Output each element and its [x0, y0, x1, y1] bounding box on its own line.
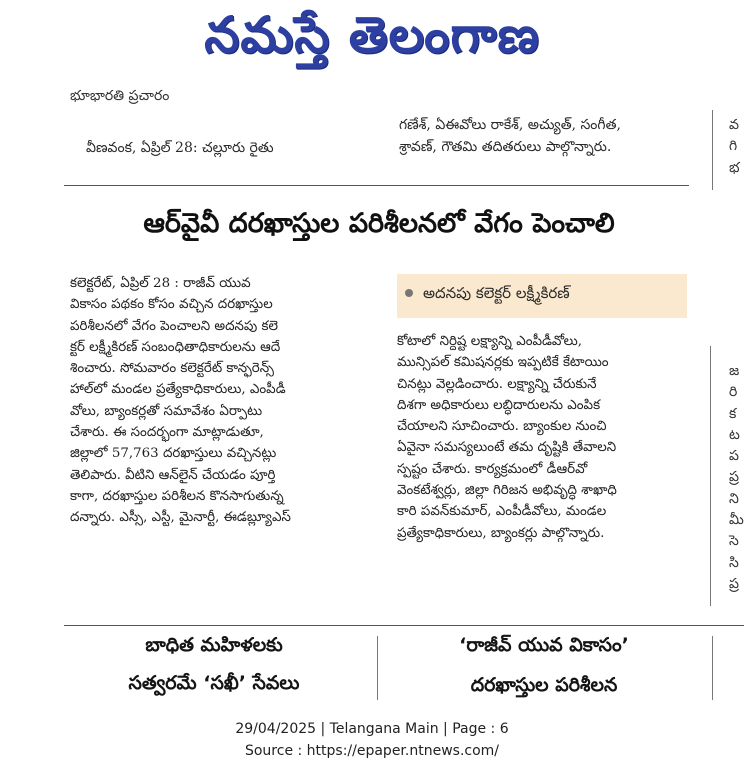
text-line: కోటాలో నిర్దిష్ట లక్ష్యాన్ని ఎంపీడీవోలు,	[397, 334, 582, 349]
article-headline: ఆర్‌వైవీ దరఖాస్తుల పరిశీలనలో వేగం పెంచాలి	[143, 208, 615, 239]
top-middle-text	[399, 115, 621, 159]
divider-rule	[64, 185, 689, 186]
edge-char: జ	[729, 363, 740, 379]
text-line: తెలిపారు. వీటిని ఆన్‌లైన్ చేయడం పూర్తి	[70, 467, 276, 483]
masthead	[0, 0, 744, 72]
text-line: ప్రత్యేకాధికారులు, బ్యాంకర్లు పాల్గొన్నారు.	[397, 525, 605, 541]
bullet-icon	[405, 289, 413, 297]
bottom-headline-right-1: ‘రాజీవ్ యువ వికాసం’	[459, 634, 629, 656]
edge-char: గి	[729, 138, 738, 155]
highlight-text: అదనపు కలెక్టర్ లక్ష్మీకిరణ్	[423, 284, 570, 302]
edge-char: ని	[729, 490, 739, 507]
text-line: శించారు. సోమవారం కలెక్టరేట్ కాన్ఫరెన్స్	[70, 361, 274, 377]
text-line: క్టర్ లక్ష్మీకిరణ్ సంబంధితాధికారులను ఆదే	[70, 339, 281, 355]
bottom-headline-right-2: దరఖాస్తుల పరిశీలన	[470, 674, 618, 696]
text-line: మున్సిపల్ కమిషనర్లకు ఇప్పటికే కేటాయిం	[397, 355, 609, 371]
text-line: దిశగా అధికారులు లబ్ధిదారులను ఎంపిక	[397, 397, 601, 413]
edge-char: సె	[729, 533, 739, 550]
text-line: శ్రావణ్, గౌతమి తదితరులు పాల్గొన్నారు.	[399, 139, 612, 155]
column-rule	[710, 346, 711, 606]
column-rule	[712, 636, 713, 700]
cut-off-headline: భూభారతి ప్రచారం	[70, 88, 170, 104]
text-line: జిల్లాలో 57,763 దరఖాస్తులు వచ్చినట్లు	[70, 446, 277, 462]
text-line: కారి పవన్‌కుమార్, ఎంపీడీవోలు, మండల	[397, 504, 607, 520]
text-line: గణేశ్, ఏఈవోలు రాకేశ్, అచ్యుత్, సంగీత,	[399, 117, 621, 133]
text-line: వెంకటేశ్వర్లు, జిల్లా గిరిజన అభివృద్ధి శాఖాధి	[397, 483, 617, 499]
text-line: కాగా, దరఖాస్తుల పరిశీలన కొనసాగుతున్న	[70, 488, 284, 504]
divider-rule	[64, 625, 744, 626]
text-line: స్పష్టం చేశారు. కార్యక్రమంలో డీఆర్‌వో	[397, 461, 588, 477]
text-line: కలెక్టరేట్, ఏప్రిల్ 28 : రాజీవ్ యువ	[70, 276, 251, 291]
edge-char: ప్ర	[729, 469, 739, 486]
footer-date-line: 29/04/2025 | Telangana Main | Page : 6	[235, 721, 509, 737]
text-line: చేయాలని సూచించారు. బ్యాంకుల నుంచి	[397, 419, 607, 435]
epaper-footer	[0, 718, 744, 762]
edge-char: రి	[729, 384, 738, 401]
edge-char: ట	[729, 426, 740, 443]
edge-char: క	[729, 405, 737, 422]
top-right-edge	[729, 115, 740, 179]
newspaper-clip	[64, 84, 744, 700]
text-line: వికాసం పథకం కోసం వచ్చిన దరఖాస్తుల	[70, 297, 273, 313]
edge-char: మీ	[729, 512, 744, 529]
newspaper-logo: నమస్తే తెలంగాణ	[204, 6, 540, 64]
edge-char: సి	[729, 554, 739, 571]
column-rule	[712, 110, 713, 190]
column-rule	[377, 636, 378, 700]
edge-char: ప్ర	[729, 575, 739, 592]
text-line: వోలు, బ్యాంకర్లతో సమావేశం ఏర్పాటు	[70, 403, 263, 419]
edge-char: భ	[729, 159, 740, 176]
bottom-headline-left-2: సత్వరమే ‘సఖీ’ సేవలు	[128, 672, 300, 694]
bottom-headline-left-1: బాధిత మహిళలకు	[145, 634, 283, 656]
text-line: చేశారు. ఈ సందర్భంగా మాట్లాడుతూ,	[70, 425, 264, 441]
text-line: పరిశీలనలో వేగం పెంచాలని అదనపు కలె	[70, 318, 279, 334]
article-column-left	[70, 273, 365, 529]
edge-char: వ	[729, 117, 739, 133]
edge-char: ప	[729, 448, 739, 465]
footer-source-link[interactable]: Source : https://epaper.ntnews.com/	[244, 743, 500, 759]
highlight-box	[397, 274, 687, 318]
right-edge-column	[729, 361, 744, 595]
article-column-right	[397, 331, 692, 544]
text-line: చినట్లు వెల్లడించారు. లక్ష్యాన్ని చేరుకునే	[397, 376, 597, 392]
text-line: ఏవైనా సమస్యలుంటే తమ దృష్టికి తేవాలని	[397, 440, 617, 456]
top-left-text: వీణవంక, ఏప్రిల్ 28: చల్లూరు రైతు	[86, 140, 274, 156]
text-line: దన్నారు. ఎస్సీ, ఎస్టీ, మైనార్టీ, ఈడబ్ల్యూఎస్	[70, 510, 291, 526]
text-line: హాల్‌లో మండల ప్రత్యేకాధికారులు, ఎంపీడీ	[70, 382, 286, 398]
